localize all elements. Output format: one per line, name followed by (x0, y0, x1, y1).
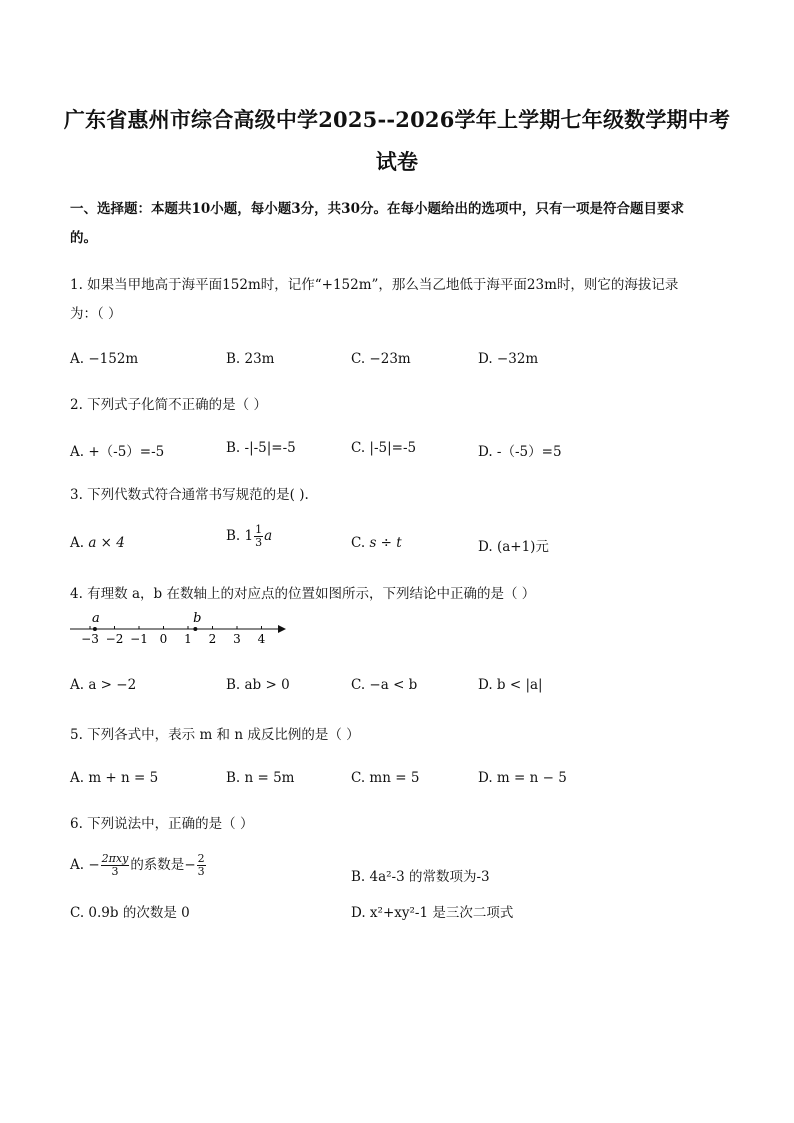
number-line-arrow (278, 625, 286, 633)
q1-option-c: C. −23m (351, 351, 411, 367)
q4-stem: 4. 有理数 a，b 在数轴上的对应点的位置如图所示，下列结论中正确的是（ ） (70, 586, 536, 602)
q3-option-b: B. 1 $\frac{1}{3}$ a (226, 523, 273, 549)
q1-option-a: A. −152m (70, 351, 139, 367)
number-line-tick-label: 4 (257, 632, 266, 646)
q2-option-b: B. -|-5|=-5 (226, 440, 296, 456)
q6-option-d: D. x²+xy²-1 是三次二项式 (351, 905, 514, 921)
q6-option-c: C. 0.9b 的次数是 0 (70, 905, 190, 921)
q3-stem: 3. 下列代数式符合通常书写规范的是( ). (70, 487, 309, 503)
section-heading-line1: 一、选择题：本题共10小题，每小题3分，共30分。在每小题给出的选项中，只有一项是符合题目要求 (70, 201, 684, 217)
number-line-tick-label: −3 (81, 632, 99, 646)
page-title-line2: 试卷 (375, 149, 419, 174)
q4-option-d: D. b < |a| (478, 677, 543, 693)
q4-number-line (66, 608, 288, 648)
page-title-line1: 广东省惠州市综合高级中学2025--2026学年上学期七年级数学期中考 (63, 107, 731, 132)
q6-option-a-fraction2: $\frac{2}{3}$ (197, 852, 205, 878)
q6-option-b: B. 4a²-3 的常数项为-3 (351, 869, 490, 885)
q3-option-d: D. (a+1)元 (478, 539, 549, 555)
q2-option-d: D. -（-5）=5 (478, 444, 562, 460)
q2-stem: 2. 下列式子化简不正确的是（ ） (70, 397, 267, 413)
point-a-label: a (92, 611, 100, 626)
q2-option-a: A. +（-5）=-5 (70, 444, 165, 460)
q5-stem: 5. 下列各式中，表示 m 和 n 成反比例的是（ ） (70, 727, 360, 743)
q5-option-c: C. mn = 5 (351, 770, 420, 786)
section-heading-line2: 的。 (70, 230, 97, 246)
q6-option-a-fraction1: $\frac{\text{2πxy}}{3}$ (101, 852, 129, 878)
q5-option-a: A. m + n = 5 (70, 770, 159, 786)
q4-option-a: A. a > −2 (70, 677, 137, 693)
number-line-tick-label: 3 (233, 632, 241, 646)
number-line-tick-label: −1 (130, 632, 148, 646)
q1-option-b: B. 23m (226, 351, 275, 367)
number-line-tick-label: 2 (208, 632, 217, 646)
q3-option-c: C. s ÷ t (351, 535, 402, 551)
q2-option-c: C. |-5|=-5 (351, 440, 417, 456)
q5-option-d: D. m = n − 5 (478, 770, 567, 786)
point-b-dot (193, 627, 197, 631)
number-line-tick-label: −2 (105, 632, 124, 646)
q5-option-b: B. n = 5m (226, 770, 295, 786)
q1-stem-line1: 1. 如果当甲地高于海平面152m时，记作“+152m”，那么当乙地低于海平面23m时，则它的海拔记录 (70, 277, 679, 293)
q1-option-d: D. −32m (478, 351, 539, 367)
q3-option-b-fraction: $\frac{1}{3}$ (255, 523, 263, 549)
q3-option-a: A. a × 4 (70, 535, 125, 551)
number-line-tick-label: 0 (159, 632, 168, 646)
number-line-tick-label: 1 (184, 632, 192, 646)
q6-option-a: A. − $\frac{\text{2πxy}}{3}$ 的系数是− $\frac{2}{3}$ (70, 852, 205, 878)
q4-option-c: C. −a < b (351, 677, 418, 693)
point-b-label: b (193, 611, 202, 626)
q4-option-b: B. ab > 0 (226, 677, 290, 693)
q1-stem-line2: 为：（ ） (70, 306, 122, 322)
q6-stem: 6. 下列说法中，正确的是（ ） (70, 816, 254, 832)
point-a-dot (93, 627, 97, 631)
